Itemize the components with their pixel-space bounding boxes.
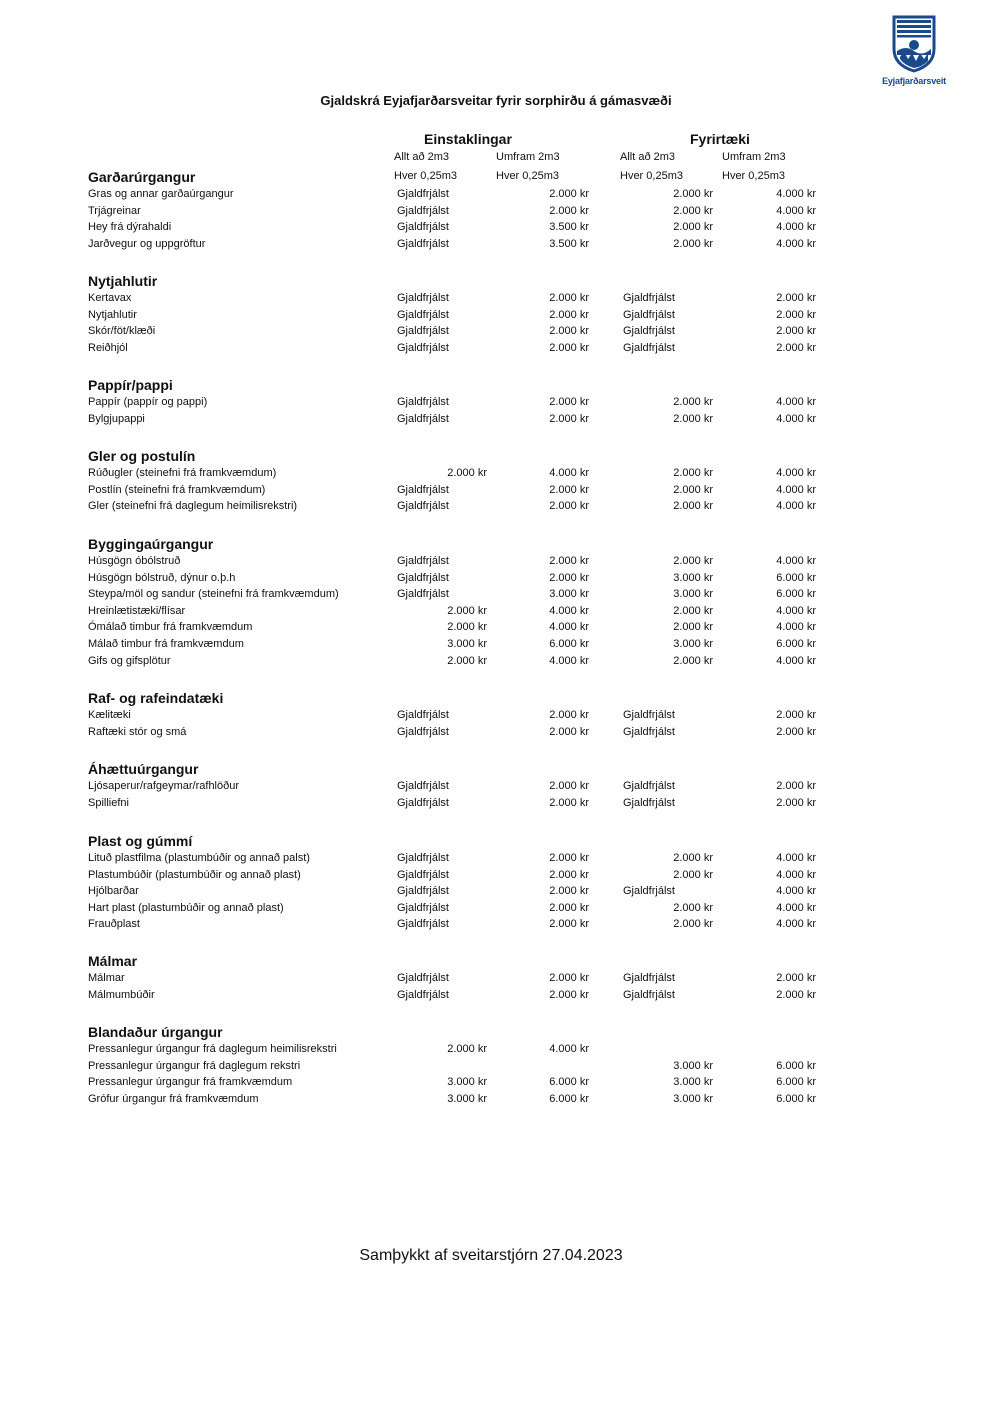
company-upto-price: Gjaldfrjálst <box>623 796 675 809</box>
individual-upto-price: 2.000 kr <box>447 621 487 634</box>
company-upto-price: 3.000 kr <box>673 571 713 584</box>
company-over-price: 6.000 kr <box>776 588 816 601</box>
section-title: Pappír/pappi <box>88 377 173 393</box>
company-upto-price: 2.000 kr <box>673 237 713 250</box>
item-name: Ómálað timbur frá framkvæmdum <box>88 621 253 634</box>
section <box>88 272 828 356</box>
individual-over-price: 2.000 kr <box>549 571 589 584</box>
section-title: Málmar <box>88 953 138 969</box>
table-row <box>88 307 828 324</box>
individual-upto-price: Gjaldfrjálst <box>397 325 449 338</box>
section-title: Nytjahlutir <box>88 273 158 289</box>
company-over-price: 6.000 kr <box>776 571 816 584</box>
individual-upto-price: 3.000 kr <box>447 1092 487 1105</box>
item-name: Pappír (pappír og pappi) <box>88 396 208 408</box>
item-name: Jarðvegur og uppgröftur <box>88 237 206 250</box>
individual-over-price: 2.000 kr <box>549 796 589 809</box>
company-upto-price: Gjaldfrjálst <box>623 709 675 721</box>
individual-upto-price: Gjaldfrjálst <box>397 500 449 513</box>
company-upto-price: 3.000 kr <box>673 1059 713 1072</box>
table-row <box>88 883 828 900</box>
table-row <box>88 482 828 499</box>
subheader-individuals-unit: Hver 0,25m3 <box>394 170 457 182</box>
individual-upto-price: Gjaldfrjálst <box>397 396 449 408</box>
item-name: Pressanlegur úrgangur frá framkvæmdum <box>88 1076 293 1089</box>
item-name: Húsgögn óbólstruð <box>88 555 181 567</box>
item-name: Lituð plastfilma (plastumbúðir og annað palst) <box>88 852 310 864</box>
individual-upto-price: Gjaldfrjálst <box>397 221 449 234</box>
company-upto-price: 2.000 kr <box>673 500 713 513</box>
individual-upto-price: 2.000 kr <box>447 467 487 479</box>
company-upto-price: 2.000 kr <box>673 901 713 914</box>
individual-upto-price: Gjaldfrjálst <box>397 852 449 864</box>
individual-over-price: 2.000 kr <box>549 901 589 914</box>
table-row <box>88 1041 828 1058</box>
company-over-price: 2.000 kr <box>776 308 816 321</box>
individual-upto-price: Gjaldfrjálst <box>397 868 449 881</box>
individual-upto-price: Gjaldfrjálst <box>397 483 449 496</box>
section-title: Blandaður úrgangur <box>88 1024 223 1040</box>
company-upto-price: 2.000 kr <box>673 852 713 864</box>
individual-over-price: 2.000 kr <box>549 500 589 513</box>
individual-over-price: 4.000 kr <box>549 654 589 667</box>
company-over-price: 4.000 kr <box>776 204 816 217</box>
table-row <box>88 970 828 987</box>
company-upto-price: 2.000 kr <box>673 604 713 617</box>
table-row <box>88 900 828 917</box>
company-over-price: 6.000 kr <box>776 1059 816 1072</box>
company-upto-price: Gjaldfrjálst <box>623 988 675 1001</box>
table-row <box>88 987 828 1004</box>
company-upto-price: 2.000 kr <box>673 412 713 425</box>
item-name: Nytjahlutir <box>88 308 137 321</box>
table-row <box>88 498 828 515</box>
individual-over-price: 2.000 kr <box>549 292 589 304</box>
section <box>88 1023 828 1107</box>
individual-upto-price: Gjaldfrjálst <box>397 588 449 601</box>
table-row <box>88 795 828 812</box>
company-upto-price: Gjaldfrjálst <box>623 725 675 738</box>
company-upto-price: Gjaldfrjálst <box>623 325 675 338</box>
individual-upto-price: Gjaldfrjálst <box>397 204 449 217</box>
company-over-price: 4.000 kr <box>776 500 816 513</box>
company-over-price: 2.000 kr <box>776 972 816 984</box>
individual-upto-price: 2.000 kr <box>447 654 487 667</box>
individual-upto-price: Gjaldfrjálst <box>397 918 449 931</box>
individual-over-price: 2.000 kr <box>549 325 589 338</box>
company-upto-price: 3.000 kr <box>673 637 713 650</box>
company-over-price: 4.000 kr <box>776 483 816 496</box>
company-over-price: 4.000 kr <box>776 654 816 667</box>
subheader-companies-unit: Hver 0,25m3 <box>620 170 683 182</box>
individual-upto-price: Gjaldfrjálst <box>397 885 449 898</box>
company-over-price: 4.000 kr <box>776 918 816 931</box>
individual-over-price: 4.000 kr <box>549 621 589 634</box>
item-name: Málmar <box>88 972 125 984</box>
table-row <box>88 636 828 653</box>
company-over-price: 4.000 kr <box>776 412 816 425</box>
section-title: Raf- og rafeindatæki <box>88 690 224 706</box>
table-row <box>88 619 828 636</box>
section <box>88 535 828 669</box>
company-over-price: 4.000 kr <box>776 868 816 881</box>
company-over-price: 4.000 kr <box>776 396 816 408</box>
section <box>88 689 828 740</box>
company-over-price: 4.000 kr <box>776 221 816 234</box>
table-row <box>88 570 828 587</box>
section <box>88 168 828 252</box>
table-row <box>88 203 828 220</box>
individual-over-price: 2.000 kr <box>549 868 589 881</box>
individual-over-price: 4.000 kr <box>549 604 589 617</box>
item-name: Rúðugler (steinefni frá framkvæmdum) <box>88 467 277 479</box>
company-over-price: 4.000 kr <box>776 467 816 479</box>
company-upto-price: Gjaldfrjálst <box>623 341 675 354</box>
company-over-price: 4.000 kr <box>776 188 816 200</box>
individual-upto-price: Gjaldfrjálst <box>397 188 449 200</box>
company-upto-price: 3.000 kr <box>673 588 713 601</box>
item-name: Postlín (steinefni frá framkvæmdum) <box>88 483 266 496</box>
individual-over-price: 6.000 kr <box>549 1076 589 1089</box>
item-name: Trjágreinar <box>88 204 141 217</box>
section-title: Plast og gúmmí <box>88 833 193 849</box>
company-over-price: 4.000 kr <box>776 885 816 898</box>
company-upto-price: 2.000 kr <box>673 868 713 881</box>
company-over-price: 2.000 kr <box>776 709 816 721</box>
table-row <box>88 707 828 724</box>
item-name: Frauðplast <box>88 918 140 931</box>
item-name: Reiðhjól <box>88 341 128 354</box>
item-name: Steypa/möl og sandur (steinefni frá framkvæmdum) <box>88 588 339 601</box>
item-name: Gler (steinefni frá daglegum heimilisrekstri) <box>88 500 298 513</box>
individual-upto-price: 3.000 kr <box>447 1076 487 1089</box>
company-upto-price: Gjaldfrjálst <box>623 780 675 792</box>
item-name: Húsgögn bólstruð, dýnur o.þ.h <box>88 571 236 584</box>
table-row <box>88 219 828 236</box>
item-name: Spilliefni <box>88 796 129 809</box>
individual-over-price: 6.000 kr <box>549 637 589 650</box>
company-upto-price: 3.000 kr <box>673 1092 713 1105</box>
company-over-price: 2.000 kr <box>776 796 816 809</box>
item-name: Hart plast (plastumbúðir og annað plast) <box>88 901 284 914</box>
coat-of-arms-icon <box>892 15 936 73</box>
section-title: Byggingaúrgangur <box>88 536 214 552</box>
item-name: Grófur úrgangur frá framkvæmdum <box>88 1092 259 1105</box>
individual-upto-price: 3.000 kr <box>447 637 487 650</box>
company-over-price: 4.000 kr <box>776 852 816 864</box>
item-name: Hreinlætistæki/flísar <box>88 604 186 617</box>
subheader-companies-unit: Hver 0,25m3 <box>722 170 785 182</box>
item-name: Gifs og gifsplötur <box>88 654 171 667</box>
table-row <box>88 724 828 741</box>
item-name: Raftæki stór og smá <box>88 725 187 738</box>
section <box>88 376 828 427</box>
company-over-price: 4.000 kr <box>776 604 816 617</box>
company-over-price: 6.000 kr <box>776 1076 816 1089</box>
individual-over-price: 6.000 kr <box>549 1092 589 1105</box>
company-over-price: 2.000 kr <box>776 292 816 304</box>
company-over-price: 4.000 kr <box>776 621 816 634</box>
company-upto-price: 3.000 kr <box>673 1076 713 1089</box>
individual-over-price: 2.000 kr <box>549 204 589 217</box>
company-over-price: 2.000 kr <box>776 325 816 338</box>
individual-upto-price: Gjaldfrjálst <box>397 412 449 425</box>
individual-upto-price: 2.000 kr <box>447 1043 487 1055</box>
individual-upto-price: Gjaldfrjálst <box>397 901 449 914</box>
group-header-companies: Fyrirtæki <box>690 131 750 147</box>
individual-over-price: 3.500 kr <box>549 237 589 250</box>
company-upto-price: 2.000 kr <box>673 918 713 931</box>
item-name: Málað timbur frá framkvæmdum <box>88 637 244 650</box>
company-over-price: 6.000 kr <box>776 1092 816 1105</box>
subheader-individuals-unit: Hver 0,25m3 <box>496 170 559 182</box>
item-name: Kælitæki <box>88 709 131 721</box>
item-name: Pressanlegur úrgangur frá daglegum rekstri <box>88 1059 301 1072</box>
section <box>88 952 828 1003</box>
individual-upto-price: Gjaldfrjálst <box>397 237 449 250</box>
individual-upto-price: Gjaldfrjálst <box>397 988 449 1001</box>
section <box>88 447 828 515</box>
company-upto-price: Gjaldfrjálst <box>623 885 675 898</box>
company-upto-price: 2.000 kr <box>673 483 713 496</box>
individual-over-price: 2.000 kr <box>549 972 589 984</box>
company-upto-price: Gjaldfrjálst <box>623 292 675 304</box>
individual-upto-price: Gjaldfrjálst <box>397 972 449 984</box>
company-upto-price: 2.000 kr <box>673 188 713 200</box>
company-upto-price: 2.000 kr <box>673 555 713 567</box>
section <box>88 832 828 933</box>
individual-upto-price: Gjaldfrjálst <box>397 709 449 721</box>
individual-upto-price: Gjaldfrjálst <box>397 571 449 584</box>
company-over-price: 2.000 kr <box>776 725 816 738</box>
individual-upto-price: Gjaldfrjálst <box>397 292 449 304</box>
company-upto-price: 2.000 kr <box>673 396 713 408</box>
item-name: Kertavax <box>88 292 132 304</box>
individual-over-price: 2.000 kr <box>549 852 589 864</box>
individual-upto-price: Gjaldfrjálst <box>397 555 449 567</box>
group-header-individuals: Einstaklingar <box>424 131 512 147</box>
company-upto-price: 2.000 kr <box>673 467 713 479</box>
company-over-price: 2.000 kr <box>776 780 816 792</box>
table-row <box>88 236 828 253</box>
logo-wordmark: Eyjafjarðarsveit <box>882 76 946 86</box>
individual-over-price: 2.000 kr <box>549 396 589 408</box>
individual-upto-price: Gjaldfrjálst <box>397 308 449 321</box>
table-row <box>88 186 828 203</box>
item-name: Skór/föt/klæði <box>88 325 156 338</box>
individual-over-price: 2.000 kr <box>549 412 589 425</box>
company-over-price: 4.000 kr <box>776 237 816 250</box>
subheader-companies-upto: Allt að 2m3 <box>620 151 676 163</box>
company-upto-price: 2.000 kr <box>673 621 713 634</box>
subheader-companies-over: Umfram 2m3 <box>722 151 786 163</box>
individual-upto-price: Gjaldfrjálst <box>397 341 449 354</box>
table-row <box>88 323 828 340</box>
item-name: Bylgjupappi <box>88 412 145 425</box>
individual-over-price: 2.000 kr <box>549 308 589 321</box>
individual-over-price: 2.000 kr <box>549 725 589 738</box>
individual-over-price: 2.000 kr <box>549 988 589 1001</box>
table-row <box>88 586 828 603</box>
page-title: Gjaldskrá Eyjafjarðarsveitar fyrir sorphirðu á gámasvæði <box>320 93 672 108</box>
individual-over-price: 2.000 kr <box>549 483 589 496</box>
individual-over-price: 3.000 kr <box>549 588 589 601</box>
individual-over-price: 4.000 kr <box>549 1043 589 1055</box>
section-title: Garðarúrgangur <box>88 169 196 185</box>
table-row <box>88 1058 828 1075</box>
table-row <box>88 653 828 670</box>
table-row <box>88 340 828 357</box>
section-title: Áhættuúrgangur <box>88 761 199 777</box>
company-over-price: 2.000 kr <box>776 341 816 354</box>
item-name: Plastumbúðir (plastumbúðir og annað plast) <box>88 868 301 881</box>
item-name: Pressanlegur úrgangur frá daglegum heimilisrekstri <box>88 1043 337 1055</box>
item-name: Málmumbúðir <box>88 988 155 1001</box>
table-row <box>88 603 828 620</box>
table-row <box>88 290 828 307</box>
subheader-individuals-upto: Allt að 2m3 <box>394 151 450 163</box>
municipality-logo <box>874 15 954 90</box>
item-name: Ljósaperur/rafgeymar/rafhlöður <box>88 780 240 792</box>
company-upto-price: Gjaldfrjálst <box>623 972 675 984</box>
table-row <box>88 411 828 428</box>
table-row <box>88 465 828 482</box>
item-name: Hey frá dýrahaldi <box>88 221 172 234</box>
company-over-price: 2.000 kr <box>776 988 816 1001</box>
individual-upto-price: Gjaldfrjálst <box>397 796 449 809</box>
company-upto-price: 2.000 kr <box>673 654 713 667</box>
item-name: Gras og annar garðaúrgangur <box>88 188 234 200</box>
table-row <box>88 394 828 411</box>
table-row <box>88 850 828 867</box>
company-upto-price: 2.000 kr <box>673 221 713 234</box>
individual-upto-price: 2.000 kr <box>447 604 487 617</box>
individual-over-price: 2.000 kr <box>549 780 589 792</box>
table-row <box>88 1074 828 1091</box>
individual-over-price: 2.000 kr <box>549 555 589 567</box>
table-row <box>88 553 828 570</box>
approval-note: Samþykkt af sveitarstjórn 27.04.2023 <box>359 1247 623 1264</box>
item-name: Hjólbarðar <box>88 885 139 898</box>
individual-upto-price: Gjaldfrjálst <box>397 780 449 792</box>
individual-over-price: 2.000 kr <box>549 918 589 931</box>
individual-over-price: 2.000 kr <box>549 341 589 354</box>
company-upto-price: 2.000 kr <box>673 204 713 217</box>
individual-over-price: 3.500 kr <box>549 221 589 234</box>
table-row <box>88 778 828 795</box>
individual-over-price: 2.000 kr <box>549 709 589 721</box>
table-row <box>88 867 828 884</box>
company-over-price: 6.000 kr <box>776 637 816 650</box>
individual-over-price: 2.000 kr <box>549 188 589 200</box>
individual-over-price: 4.000 kr <box>549 467 589 479</box>
table-row <box>88 916 828 933</box>
section-title: Gler og postulín <box>88 448 196 464</box>
individual-over-price: 2.000 kr <box>549 885 589 898</box>
table-row <box>88 1091 828 1108</box>
company-over-price: 4.000 kr <box>776 901 816 914</box>
individual-upto-price: Gjaldfrjálst <box>397 725 449 738</box>
company-upto-price: Gjaldfrjálst <box>623 308 675 321</box>
section <box>88 760 828 811</box>
subheader-individuals-over: Umfram 2m3 <box>496 151 560 163</box>
company-over-price: 4.000 kr <box>776 555 816 567</box>
